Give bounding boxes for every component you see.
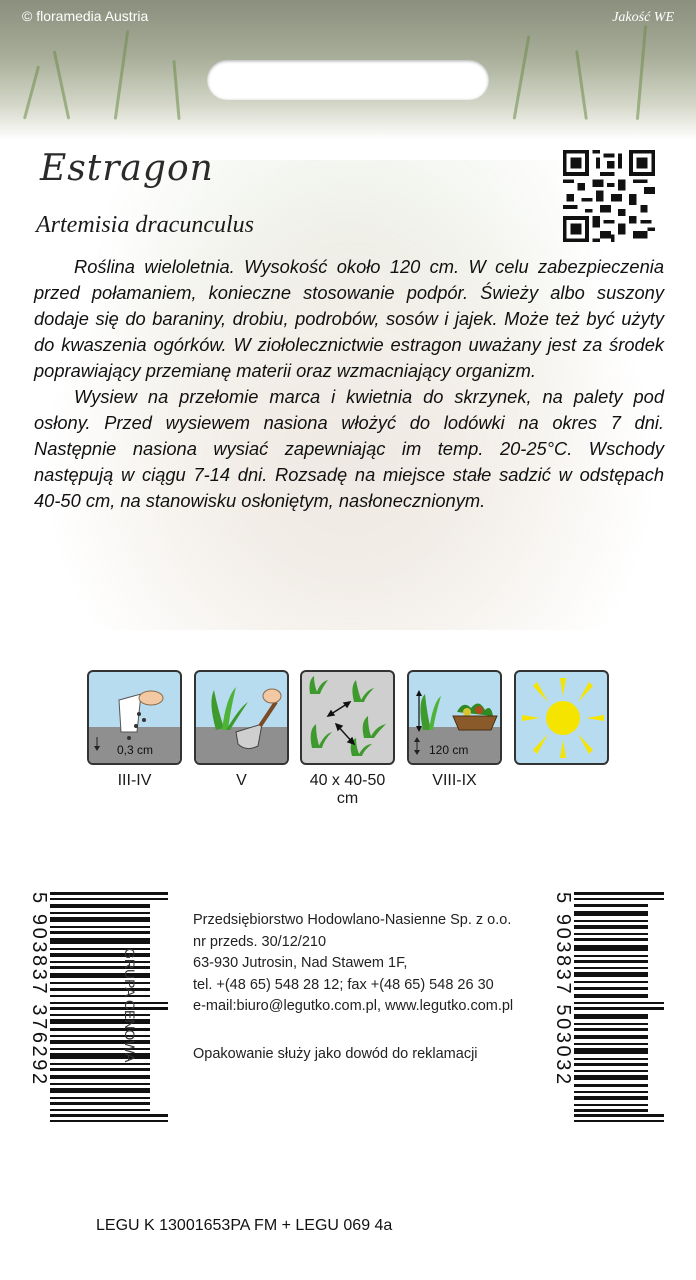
company-address: 63-930 Jutrosin, Nad Stawem 1F,	[193, 955, 408, 971]
product-name: Estragon	[40, 148, 214, 189]
complaint-note: Opakowanie służy jako dowód do reklamacji	[193, 1046, 478, 1062]
hang-hole	[207, 60, 489, 100]
harvest-icon	[407, 670, 502, 765]
company-registry: nr przeds. 30/12/210	[193, 933, 327, 950]
spacing-label: 40 x 40-50 cm	[309, 772, 386, 807]
company-name: Przedsiębiorstwo Hodowlano-Nasienne Sp. z o.o.	[193, 912, 512, 928]
barcode-right-number: 5 903837 503032	[552, 892, 574, 1087]
description	[34, 254, 664, 514]
price-group-label: GRUPA CENOWA	[122, 948, 138, 1063]
company-contact[interactable]: e-mail:biuro@legutko.com.pl, www.legutko.com.pl	[193, 998, 514, 1014]
latin-name: Artemisia dracunculus	[36, 212, 254, 238]
description-paragraph: Wysiew na przełomie marca i kwietnia do skrzynek, na palety pod osłony. Przed wysiewem nasiona włożyć do lodówki na okres 7 dni. Następnie nasiona wysiać zapewniając im temp. 20-25°C. Wschody następują w ciągu 7-14 dni. Rozsadę na miejsce stałe sadzić w odstępach 40-50 cm, na stanowisku osłoniętym, nasłonecznionym.	[34, 386, 664, 511]
description-paragraph: Roślina wieloletnia. Wysokość około 120 cm. W celu zabezpieczenia przed połamaniem, konieczne stosowanie podpór. Świeży albo suszony dodaje się do baraniny, drobiu, podrobów, sosów i jajek. Może też być użyty do kwaszenia ogórków. W ziołolecznictwie estragon uważany jest za środek poprawiający przemianę materii oraz wzmacniający organizm.	[34, 256, 664, 381]
quality-label: Jakość WE	[612, 10, 674, 25]
header-band	[0, 0, 696, 140]
company-phone: tel. +(48 65) 548 28 12; fax +(48 65) 548 26 30	[193, 976, 494, 993]
plant-height-text: 120 cm	[429, 743, 469, 757]
barcode-left-number: 5 903837 376292	[28, 892, 50, 1087]
sowing-period: III-IV	[117, 772, 152, 789]
spacing-icon	[300, 670, 395, 765]
planting-period: V	[236, 772, 247, 789]
qr-code[interactable]	[563, 150, 655, 242]
harvest-period: VIII-IX	[432, 772, 477, 789]
sowing-icon	[87, 670, 182, 765]
planting-icon	[194, 670, 289, 765]
product-code: LEGU K 13001653PA FM + LEGU 069 4a	[96, 1217, 393, 1234]
sowing-depth-text: 0,3 cm	[117, 743, 154, 757]
sun-icon	[514, 670, 609, 765]
barcode-left	[30, 892, 168, 1132]
company-info	[193, 910, 513, 1018]
brand-label: © floramedia Austria	[22, 8, 149, 24]
